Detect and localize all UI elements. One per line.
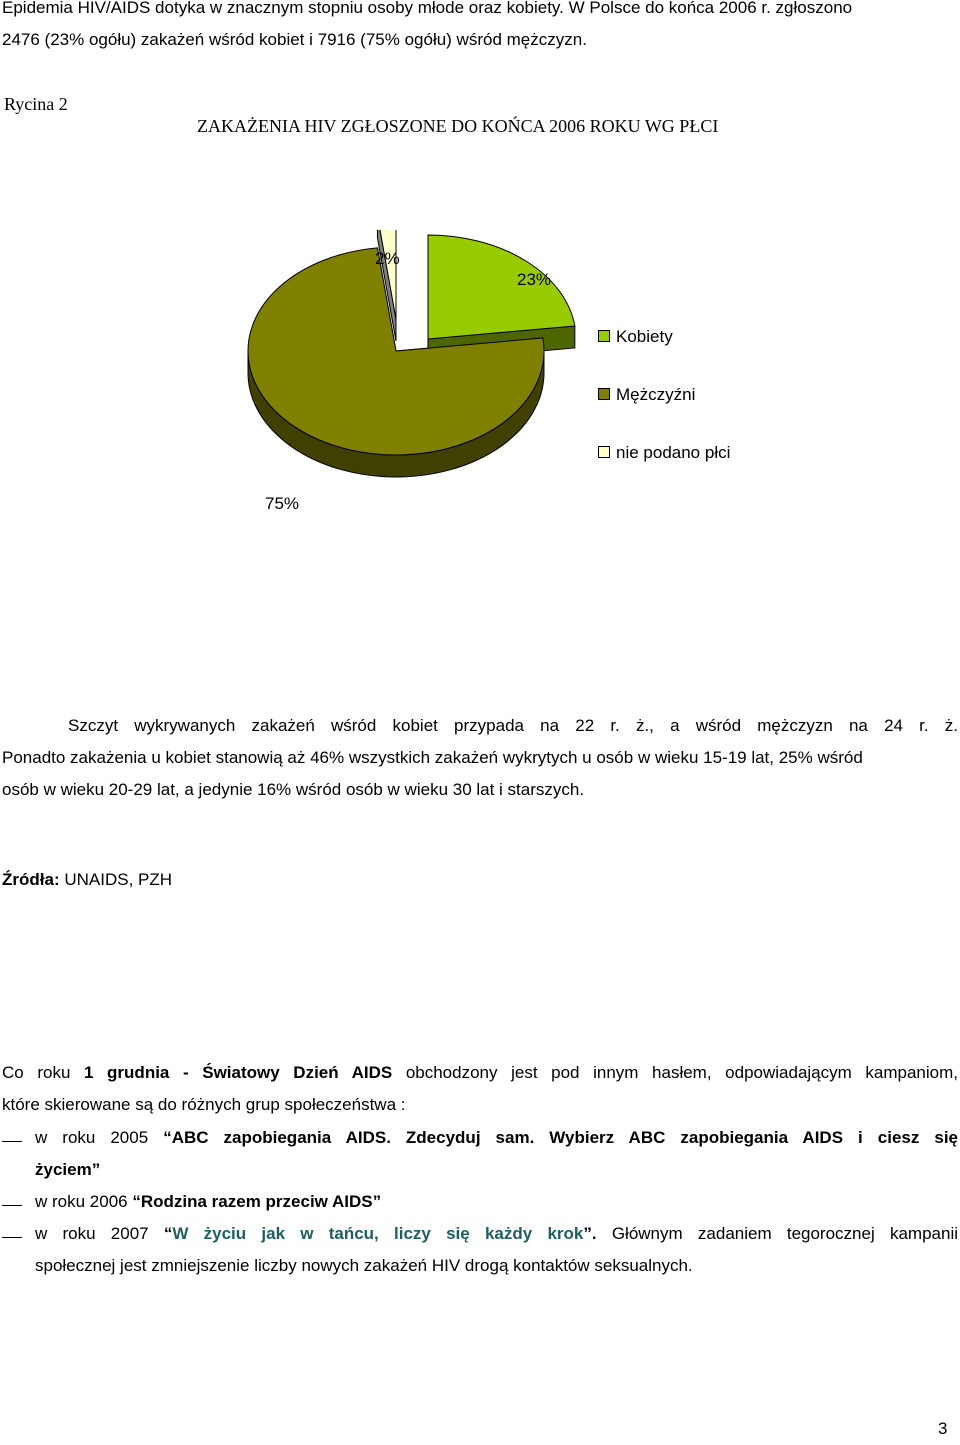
bullet-dash [2,1205,22,1206]
campaign-slogan-2006: “Rodzina razem przeciw AIDS” [132,1192,382,1211]
intro-line-1: Epidemia HIV/AIDS dotyka w znacznym stopniu osoby młode oraz kobiety. W Polsce do końca 2006 r. zgłoszono [2,0,853,17]
campaign-item-2007: w roku 2007 “W życiu jak w tańcu, liczy się każdy krok”. Głównym zadaniem tegorocznej kampanii społecznej jest zmniejszenie liczby nowych zakażeń HIV drogą kontaktów seksualnych. [2,1218,958,1282]
pie-slice-kobiety [428,235,575,339]
p2-text-a: Co roku [2,1063,84,1082]
p2-text-c: obchodzony jest pod innym hasłem, odpowiadającym kampaniom, [392,1063,958,1082]
p2-world-aids-day: 1 grudnia - Światowy Dzień AIDS [84,1063,393,1082]
pie-chart [0,230,960,530]
body-line-1: Szczyt wykrywanych zakażeń wśród kobiet przypada na 22 r. ż., a wśród mężczyzn na 24 r. ż. [68,716,958,735]
page-number: 3 [938,1419,948,1438]
campaign-item-2005: w roku 2005 “ABC zapobiegania AIDS. Zdecyduj sam. Wybierz ABC zapobiegania AIDS i ciesz się życiem” [2,1122,958,1186]
intro-paragraph [2,0,960,56]
pie-label-mezczyzni: 75% [265,494,300,513]
campaign-2007-line-2: społecznej jest zmniejszenie liczby nowych zakażeń HIV drogą kontaktów seksualnych. [35,1256,693,1275]
legend-swatch-kobiety [598,330,610,342]
sources-value: UNAIDS, PZH [59,870,173,889]
legend-swatch-nie-podano [598,446,610,458]
body-paragraph-2 [2,1057,958,1121]
p2-line-1 [2,1057,958,1089]
body-line-2: Ponadto zakażenia u kobiet stanowią aż 46% wszystkich zakażeń wykrytych u osób w wieku 15-19 lat, 25% wśród [2,748,863,767]
legend-swatch-mezczyzni [598,388,610,400]
campaign-slogan-2005-end: życiem” [35,1160,101,1179]
sources-label: Źródła: [2,870,60,889]
legend-label-kobiety: Kobiety [616,327,673,346]
sources-line [2,864,172,896]
body-paragraph-1 [2,710,958,806]
campaign-slogan-2005: “ABC zapobiegania AIDS. Zdecyduj sam. Wybierz ABC zapobiegania AIDS i ciesz się [163,1128,958,1147]
campaign-item-2006: w roku 2006 “Rodzina razem przeciw AIDS” [2,1186,958,1218]
body-line-3: osób w wieku 20-29 lat, a jedynie 16% wśród osób w wieku 30 lat i starszych. [2,780,585,799]
campaign-list [2,1122,958,1282]
pie-label-kobiety: 23% [517,270,552,289]
pie-label-nie-podano: 2% [375,249,400,268]
legend-label-nie-podano: nie podano płci [616,443,731,462]
intro-line-2: 2476 (23% ogółu) zakażeń wśród kobiet i 7916 (75% ogółu) wśród mężczyzn. [2,30,587,49]
figure-title: ZAKAŻENIA HIV ZGŁOSZONE DO KOŃCA 2006 ROKU WG PŁCI [197,116,719,136]
bullet-dash [2,1237,22,1238]
campaign-slogan-2007: W życiu jak w tańcu, liczy się każdy krok [172,1224,584,1243]
p2-line-2: które skierowane są do różnych grup społeczeństwa : [2,1095,406,1114]
legend-label-mezczyzni: Mężczyźni [616,385,696,404]
figure-label: Rycina 2 [4,94,68,114]
bullet-dash [2,1141,22,1142]
